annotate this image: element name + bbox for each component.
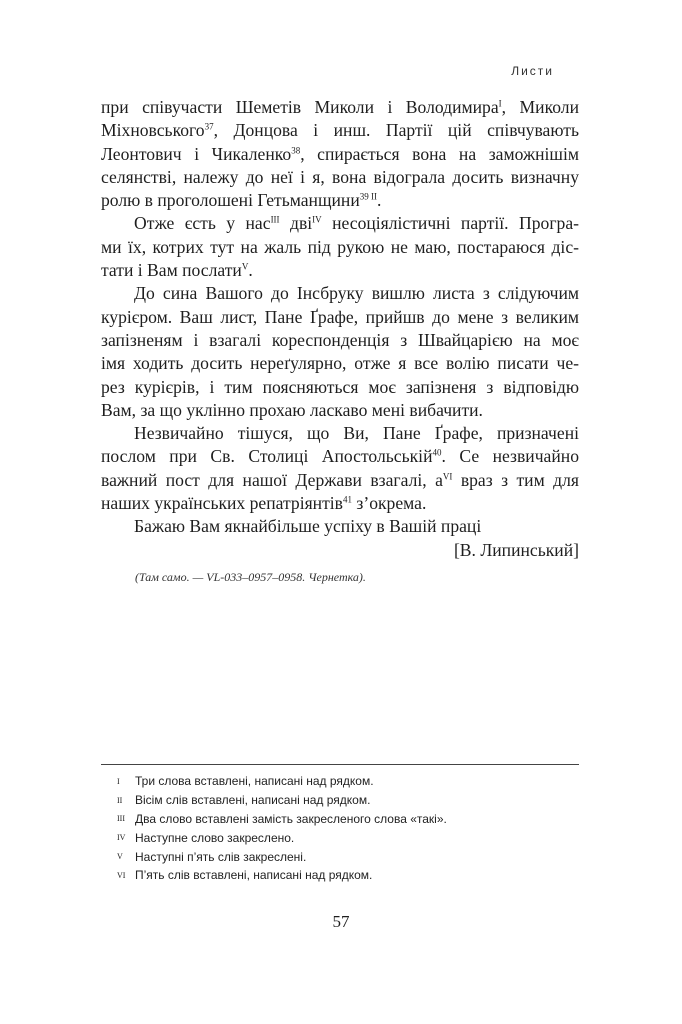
text-segment: Отже єсть у нас: [134, 213, 271, 234]
text-segment: тати і Вам послати: [101, 260, 242, 281]
text-line: [101, 422, 579, 445]
text-line: [101, 96, 579, 119]
footnote-mark: II: [117, 795, 123, 805]
footnote-reference: 40: [432, 448, 442, 459]
footnote-text: Вісім слів вставлені, написані над рядком.: [135, 793, 371, 808]
text-line: [101, 143, 579, 166]
footnote-reference: III: [270, 215, 280, 226]
text-line: [101, 329, 579, 352]
footnote-reference: 37: [204, 122, 214, 132]
text-line: [101, 189, 579, 212]
footnote-mark: IV: [117, 833, 126, 843]
footnote-item: [101, 828, 579, 847]
source-note: (Там само. — VL-033–0957–0958. Чернетка).: [135, 570, 366, 584]
text-line: [101, 539, 579, 562]
text-segment: дві: [279, 213, 313, 234]
footnote-text: Два слово вставлені замість закресленого слова «такі».: [135, 811, 447, 826]
text-line: [101, 282, 579, 305]
text-segment: До сина Вашого до Інсбруку вишлю листа з слідуючим: [134, 283, 579, 304]
text-line: [101, 259, 579, 282]
text-line: [101, 376, 579, 399]
text-line: [101, 399, 579, 422]
footnote-mark: VI: [117, 870, 126, 880]
text-segment: , Миколи: [501, 97, 579, 117]
text-line: [101, 166, 579, 189]
footnote-item: [101, 866, 579, 885]
text-segment: Вам, за що уклінно прохаю ласкаво мені вибачити.: [101, 399, 483, 420]
text-segment: запізненям і взагалі кореспонденція з Швайцарією на моє: [101, 329, 579, 350]
footnote-text: П’ять слів вставлені, написані над рядком.: [135, 868, 373, 883]
text-line: [101, 515, 579, 538]
text-segment: ми їх, котрих тут на жаль під рукою не маю, постараюся діс-: [101, 236, 579, 257]
text-segment: Міхновського: [101, 120, 205, 141]
footnote-item: [101, 847, 579, 866]
text-segment: Незвичайно тішуся, що Ви, Пане Ґрафе, призначені: [134, 423, 579, 444]
text-segment: важний пост для нашої Держави взагалі, а: [101, 469, 443, 490]
footnote-text: Наступні п’ять слів закреслені.: [135, 849, 307, 864]
text-segment: імя ходить досить нереґулярно, отже я все волію писати че-: [101, 353, 579, 374]
page-number: 57: [332, 912, 350, 931]
text-segment: [В. Липинський]: [453, 539, 579, 560]
text-segment: несоціялістичні партії. Програ-: [321, 213, 579, 234]
footnote-reference: 41: [342, 494, 352, 505]
text-segment: з’окрема.: [351, 493, 427, 514]
footnote-reference: V: [241, 261, 249, 272]
text-segment: послом при Св. Столиці Апостольській: [101, 446, 433, 467]
text-segment: селянстві, належу до неї і я, вона відограла досить визначну: [101, 166, 579, 187]
footnote-text: Наступне слово закреслено.: [135, 830, 295, 845]
text-segment: Леонтович і Чикаленко: [101, 143, 292, 164]
footnote-mark: I: [117, 776, 120, 786]
text-line: [101, 119, 579, 142]
text-line: [101, 352, 579, 375]
text-segment: курієром. Ваш лист, Пане Ґрафе, прийшв до мене з великим: [101, 306, 579, 327]
footnote-mark: V: [117, 852, 123, 862]
footnote-item: [101, 772, 579, 791]
text-segment: ролю в проголошені Гетьманщини: [101, 190, 360, 211]
running-title: Листи: [511, 64, 554, 78]
footnote-text: Три слова вставлені, написані над рядком.: [135, 774, 374, 789]
text-segment: наших українських репатріянтів: [101, 493, 343, 514]
text-line: [101, 212, 579, 235]
text-line: [101, 469, 579, 492]
text-segment: Бажаю Вам якнайбільше успіху в Вашій праці: [134, 516, 482, 537]
text-segment: при співучасти Шеметів Миколи і Володимира: [101, 97, 499, 117]
text-segment: , спирається вона на заможнішім: [300, 143, 579, 164]
text-line: [101, 306, 579, 329]
text-line: [101, 445, 579, 468]
text-line: [101, 492, 579, 515]
text-segment: враз з тим для: [452, 469, 579, 490]
footnote-reference: IV: [312, 215, 322, 226]
text-line: [101, 236, 579, 259]
footnote-mark: III: [117, 814, 125, 824]
text-segment: . Се незвичайно: [441, 446, 579, 467]
text-segment: , Донцова і инш. Партії цій співчувають: [213, 120, 579, 141]
letter-body: [101, 96, 579, 562]
text-segment: .: [377, 190, 382, 211]
text-segment: рез курієрів, і тим поясняються моє запізненя з відповідю: [101, 376, 579, 397]
footnote-reference: 38: [291, 145, 301, 156]
footnote-reference: I: [498, 98, 502, 109]
footnote-item: [101, 791, 579, 810]
footnotes-list: [101, 772, 579, 885]
footnote-divider: [101, 764, 579, 765]
footnote-item: [101, 810, 579, 829]
footnote-reference: 39 II: [359, 191, 378, 202]
text-segment: .: [248, 260, 253, 281]
footnote-reference: VI: [442, 471, 453, 482]
